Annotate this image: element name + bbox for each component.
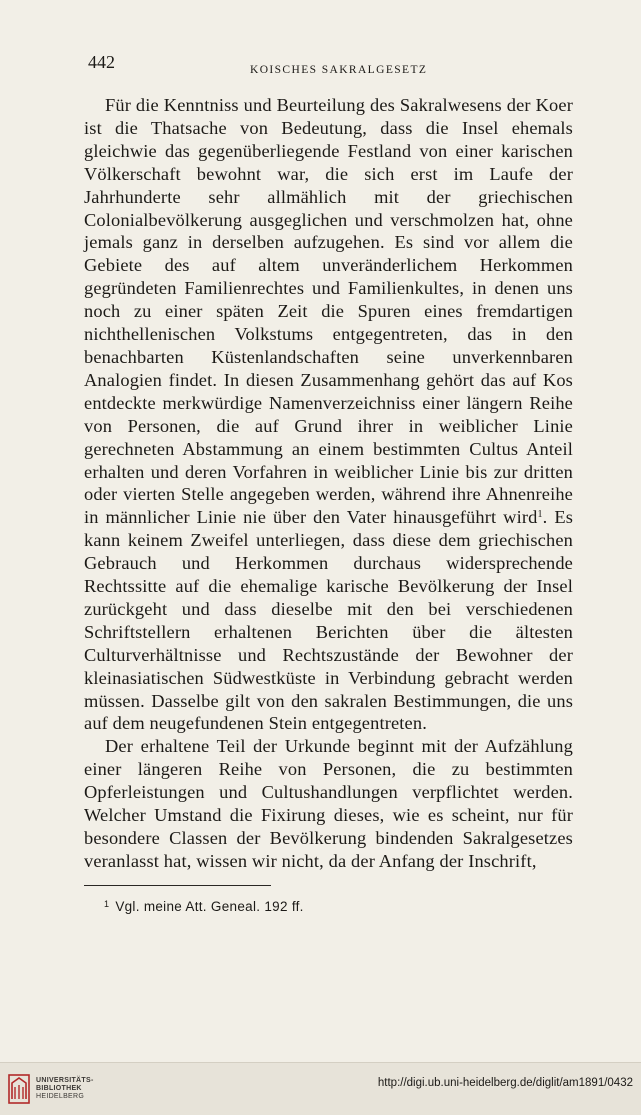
viewer-footer	[0, 1062, 641, 1115]
page-number: 442	[88, 52, 115, 72]
paragraph-2: Der erhaltene Teil der Urkunde beginnt mit der Aufzählung einer längeren Reihe von Personen, die zu bestimmten Opferleistungen und Cultushandlungen verpflichtet werden. Welcher Umstand die Fixirung dieses, wie es scheint, nur für besondere Classen der Bevölkerung bindenden Sakralgesetzes veranlasst hat, wissen wir nicht, da der Anfang der Inschrift,	[84, 736, 573, 871]
library-name[interactable]	[36, 1077, 94, 1101]
library-name-line-2: BIBLIOTHEK	[36, 1085, 82, 1092]
source-url-link[interactable]: http://digi.ub.uni-heidelberg.de/diglit/am1891/0432	[377, 1077, 633, 1089]
paragraph-1	[84, 94, 573, 735]
footnote-reference[interactable]: 1	[537, 509, 543, 521]
paragraph-1-text-continued: . Es kann keinem Zweifel unterliegen, dass diese dem griechischen Gebrauch und Herkommen durchaus widersprechende Rechtssitte auf die ehemalige karische Bevölkerung der Insel zurückgeht und dass dieselbe mit den bei verschiedenen Schriftstellern erhaltenen Berichten über die ältesten Culturverhältnisse und Rechtszustände der Bewohner der kleinasiatischen Südwestküste in Verbindung gebracht werden müssen. Dasselbe gilt von den sakralen Bestimmungen, die uns auf dem neugefundenen Stein entgegentreten.	[84, 507, 574, 734]
footnote	[104, 899, 304, 914]
library-name-line-1: UNIVERSITÄTS-	[36, 1077, 94, 1084]
footnote-text: Vgl. meine Att. Geneal. 192 ff.	[115, 899, 304, 914]
body-text	[84, 94, 573, 873]
footnote-mark: 1	[104, 899, 110, 909]
page-header	[0, 50, 641, 80]
footnote-divider	[84, 885, 271, 886]
library-name-line-3: HEIDELBERG	[36, 1093, 85, 1100]
university-library-logo-icon[interactable]	[8, 1073, 30, 1105]
running-head: KOISCHES SAKRALGESETZ	[250, 64, 428, 76]
paragraph-1-text: Für die Kenntniss und Beurteilung des Sakralwesens der Koer ist die Thatsache von Bedeutung, dass die Insel ehemals gleichwie das gegenüberliegende Festland von einer karischen Völkerschaft bewohnt war, die sich erst im Laufe der Jahrhunderte sehr allmählich mit der griechischen Colonialbevölkerung ausgeglichen und verschmolzen hat, ohne jemals ganz in derselben aufzugehen. Es sind vor allem die Gebiete des auf altem unveränderlichem Herkommen gegründeten Familienrechtes und Familienkultes, in denen uns noch zu einer späten Zeit die Spuren eines fremdartigen nichthellenischen Volkstums entgegentreten, das in den benachbarten Küstenlandschaften seine unverkennbaren Analogien findet. In diesen Zusammenhang gehört das auf Kos entdeckte merkwürdige Namenverzeichniss einer längern Reihe von Personen, die auf Grund ihrer in weiblicher Linie gerechneten Abstammung an einem bestimmten Cultus Anteil erhalten und deren Vorfahren in weiblicher Linie bis zur dritten oder vierten Stelle angegeben werden, während ihre Ahnenreihe in männlicher Linie nie über den Vater hinausgeführt wird	[84, 95, 573, 528]
